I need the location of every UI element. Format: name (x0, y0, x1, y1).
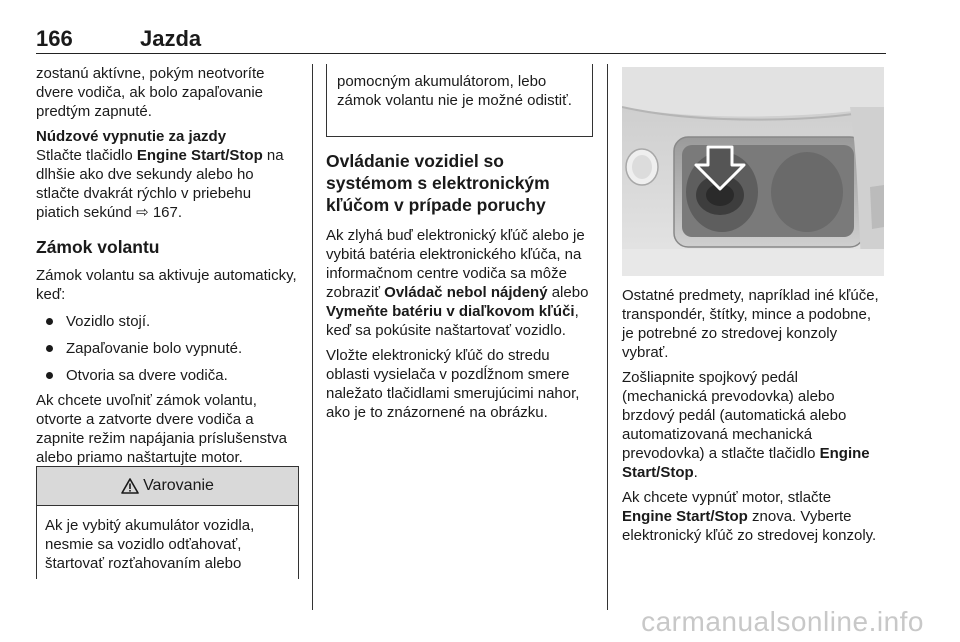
warning-triangle-icon (121, 478, 139, 494)
column-2 (326, 150, 592, 422)
message-replace-battery: Vymeňte batériu v diaľkovom kľúči (326, 303, 575, 320)
key-failure-heading: Ovládanie vozidiel so systémom s elektronickým kľúčom v prípade poruchy (326, 151, 550, 215)
page-number: 166 (36, 26, 73, 51)
page-header (36, 26, 886, 52)
warning-box (36, 466, 299, 579)
section-title: Jazda (140, 26, 202, 51)
page-ref-link[interactable]: 167. (152, 204, 183, 221)
engine-start-stop-label: Engine Start/Stop (136, 147, 263, 164)
engine-start-stop-label: Engine Start/Stop (622, 508, 748, 525)
warning-title: Varovanie (143, 477, 214, 494)
steering-lock-heading: Zámok volantu (36, 237, 160, 257)
center-console-key-photo (622, 67, 884, 276)
key-failure-paragraph: Ak zlyhá buď elektronický kľúč alebo je vybitá batéria elektronického kľúča, na informačnom centre vodiča sa môže zobraziť Ovládač nebol nájdený alebo Vymeňte batériu v diaľkovom kľúči, keď sa pokúsite naštartovať vozidlo. (326, 227, 589, 339)
list-item: Vozidlo stojí. (36, 312, 298, 331)
engine-start-stop-label: Engine Start/Stop (622, 445, 870, 481)
remove-objects-paragraph: Ostatné predmety, napríklad iné kľúče, transpondér, štítky, mince a podobne, je potrebné zo stredovej konzoly vybrať. (622, 287, 879, 361)
warning-header (37, 467, 298, 506)
start-paragraph: Zošliapnite spojkový pedál (mechanická prevodovka) alebo brzdový pedál (automatická alebo automatizovaná mechanická prevodovka) a stlačte tlačidlo Engine Start/Stop. (622, 369, 870, 481)
release-paragraph: Ak chcete uvoľniť zámok volantu, otvorte a zatvorte dvere vodiča a zapnite režim napájania príslušenstva alebo priamo naštartujte motor. (36, 392, 287, 466)
column-divider (312, 64, 313, 610)
warning-text: Ak je vybitý akumulátor vozidla, nesmie sa vozidlo odťahovať, štartovať rozťahovaním alebo (45, 517, 255, 572)
list-item: Otvoria sa dvere vodiča. (36, 366, 298, 385)
emergency-paragraph: Núdzové vypnutie za jazdy Stlačte tlačidlo Engine Start/Stop na dlhšie ako dve sekundy alebo ho stlačte dvakrát rýchlo v priebehu piatich sekúnd ⇨ 167. (36, 128, 284, 221)
header-divider (36, 53, 886, 54)
steering-lock-intro: Zámok volantu sa aktivuje automaticky, keď: (36, 267, 297, 303)
warning-continuation-box (326, 64, 593, 137)
watermark: carmanualsonline.info (641, 606, 924, 637)
steering-lock-conditions (36, 312, 298, 385)
list-item: Zapaľovanie bolo vypnuté. (36, 339, 298, 358)
stop-paragraph: Ak chcete vypnúť motor, stlačte Engine Start/Stop znova. Vyberte elektronický kľúč zo stredovej konzoly. (622, 489, 877, 544)
intro-paragraph: zostanú aktívne, pokým neotvoríte dvere vodiča, ak bolo zapaľovanie predtým zapnuté. (36, 65, 265, 120)
column-divider (607, 64, 608, 610)
column-3 (622, 286, 884, 545)
emergency-title: Núdzové vypnutie za jazdy (36, 128, 227, 145)
page-ref-arrow-icon: ⇨ (136, 204, 149, 221)
console-illustration (622, 67, 884, 276)
key-insert-paragraph: Vložte elektronický kľúč do stredu oblasti vysielača v pozdĺžnom smere naležato tlačidlami smerujúcimi nahor, ako je to znázornené na obrázku. (326, 347, 580, 421)
message-not-found: Ovládač nebol nájdený (384, 284, 548, 301)
column-1 (36, 64, 298, 467)
warning-continuation-text: pomocným akumulátorom, lebo zámok volantu nie je možné odistiť. (337, 73, 572, 109)
